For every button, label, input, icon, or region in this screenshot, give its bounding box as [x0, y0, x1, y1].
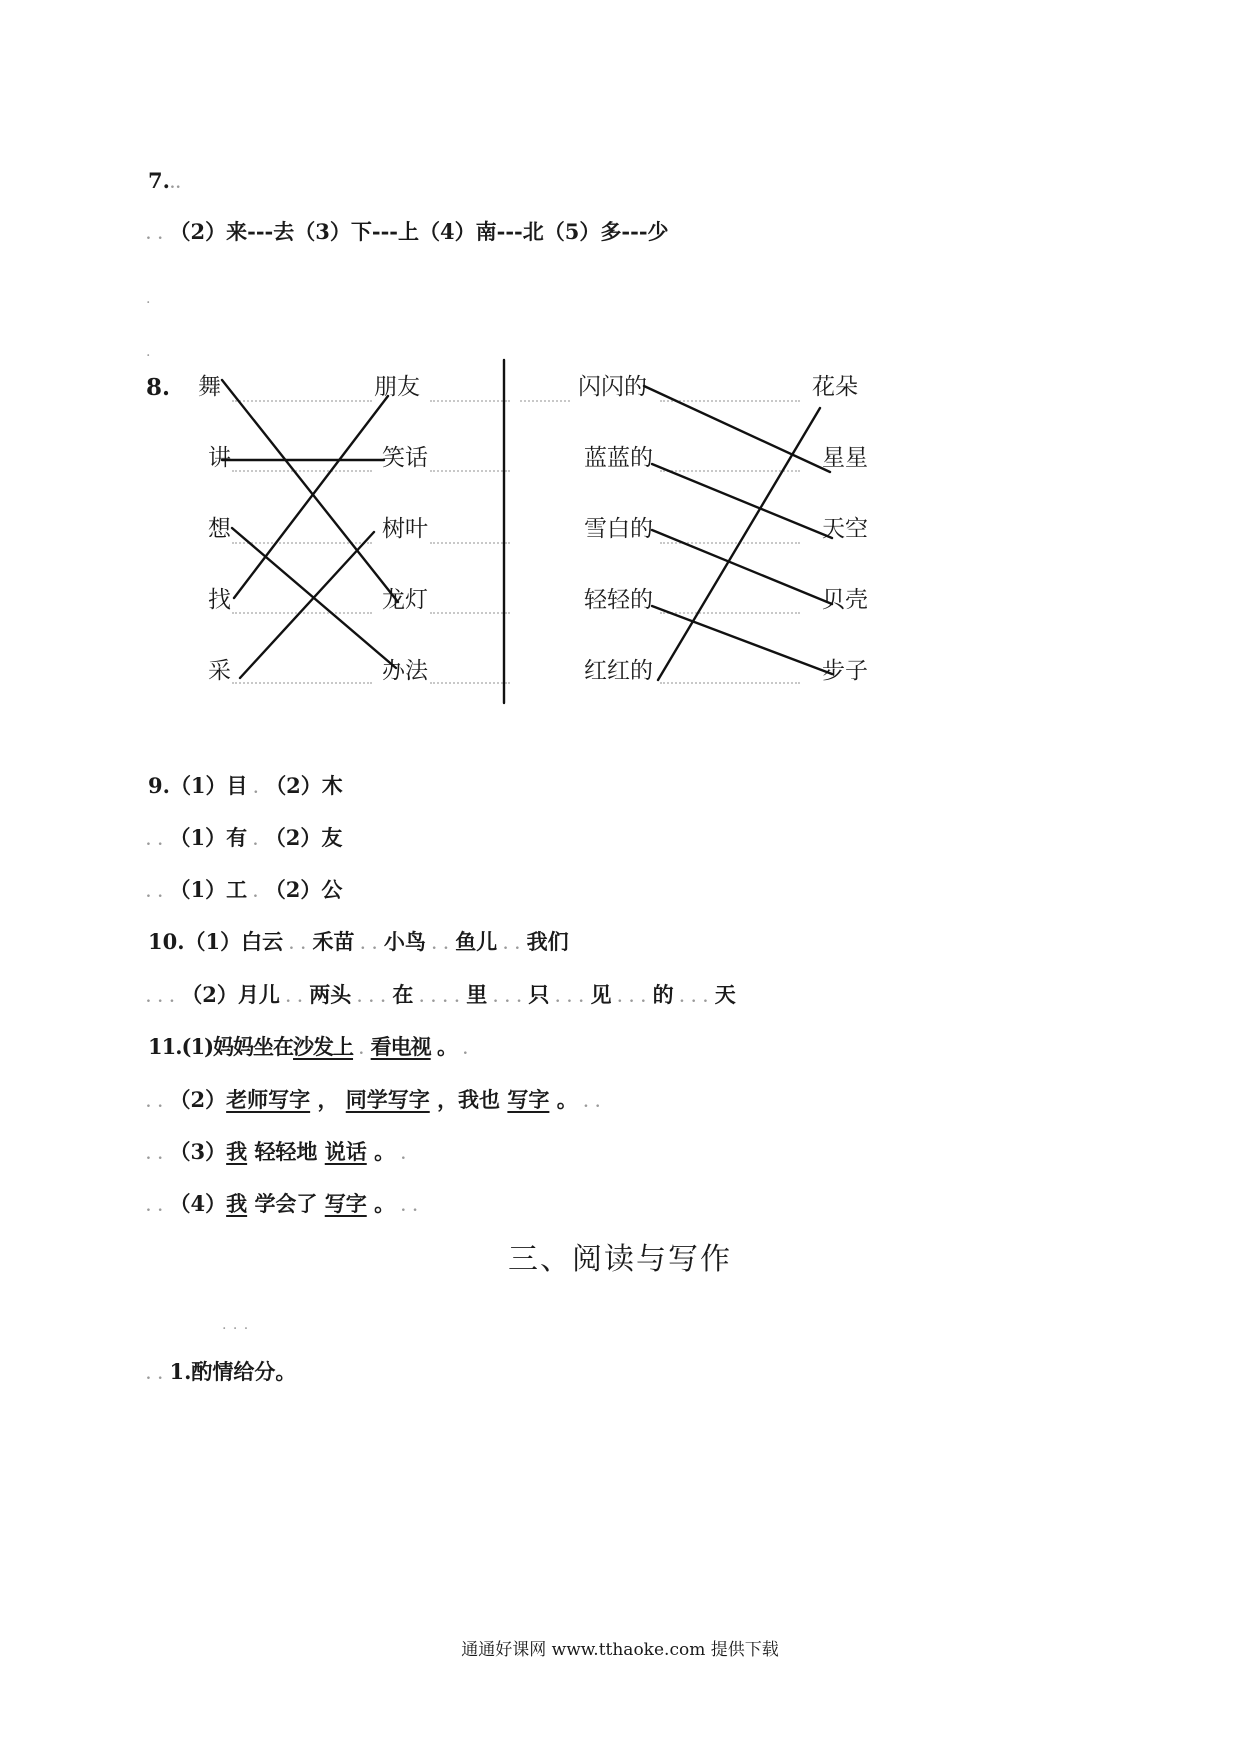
- q8-left-b-4: 龙灯: [382, 587, 428, 613]
- q7-spacer-2: .: [146, 344, 152, 360]
- q9-row-3: . . （1）工 . （2）公: [146, 877, 343, 902]
- link-zhao-pengyou: [234, 396, 388, 598]
- q9-row-1: 9.（1）目 . （2）木: [148, 773, 343, 798]
- q10-row-2: . . . （2）月儿 . . 两头 . . . 在 . . . . 里 . . . 只 . . . 见 . . . 的 . . . 天: [146, 982, 736, 1007]
- q8-left-b-5: 办法: [382, 658, 428, 684]
- section-3-spacer: . . .: [222, 1317, 250, 1333]
- q8-left-b-3: 树叶: [382, 516, 428, 542]
- q8-right-b-3: 天空: [822, 516, 868, 542]
- link-shanshan-xingxing: [644, 386, 830, 472]
- q11-row-2: . . （2）老师写字 ， 同学写字 ，我也 写字 。 . .: [146, 1087, 602, 1112]
- link-qingqing-buzi: [652, 606, 832, 674]
- q7-label: 7...: [148, 168, 182, 193]
- q11-row-4: . . （4）我 学会了 写字 。 . .: [146, 1191, 419, 1216]
- q8-left-a-2: 讲: [208, 445, 231, 471]
- q8-right-a-1: 闪闪的: [578, 374, 647, 400]
- q8-label: 8.: [146, 374, 171, 401]
- q8-right-b-2: 星星: [822, 445, 868, 471]
- section-3-title: 三、阅读与写作: [508, 1242, 732, 1277]
- q9-row-2: . . （1）有 . （2）友: [146, 825, 343, 850]
- q8-left-a-1: 舞: [198, 374, 221, 400]
- q8-right-b-5: 步子: [822, 658, 868, 684]
- q11-row-1: 11.(1)妈妈坐在沙发上 . 看电视 。 .: [148, 1034, 469, 1059]
- q8-right-b-1: 花朵: [812, 374, 858, 400]
- q8-right-a-5: 红红的: [584, 658, 653, 684]
- q8-left-a-3: 想: [208, 516, 231, 542]
- q8-right-a-2: 蓝蓝的: [584, 445, 653, 471]
- q11-row-3: . . （3）我 轻轻地 说话 。 .: [146, 1139, 407, 1164]
- q8-left-b-2: 笑话: [382, 445, 428, 471]
- q7-spacer: .: [146, 291, 152, 307]
- q8-left-a-5: 采: [208, 658, 231, 684]
- link-lanlan-tiankong: [652, 464, 832, 538]
- q8-right-b-4: 贝壳: [822, 587, 868, 613]
- page-footer: 通通好课网 www.tthaoke.com 提供下载: [461, 1640, 779, 1660]
- section-3-q1: . . 1.酌情给分。: [146, 1359, 297, 1384]
- q8-left-b-1: 朋友: [374, 374, 420, 400]
- q8-right-a-4: 轻轻的: [584, 587, 653, 613]
- q8-left-a-4: 找: [208, 587, 231, 613]
- link-cai-shuye: [240, 532, 374, 678]
- q10-row-1: 10.（1）白云 . . 禾苗 . . 小鸟 . . 鱼儿 . . 我们: [148, 929, 569, 954]
- link-wu-longdeng: [222, 380, 398, 602]
- q8-right-a-3: 雪白的: [584, 516, 653, 542]
- q7-answer: . . （2）来---去（3）下---上（4）南---北（5）多---少: [146, 219, 669, 244]
